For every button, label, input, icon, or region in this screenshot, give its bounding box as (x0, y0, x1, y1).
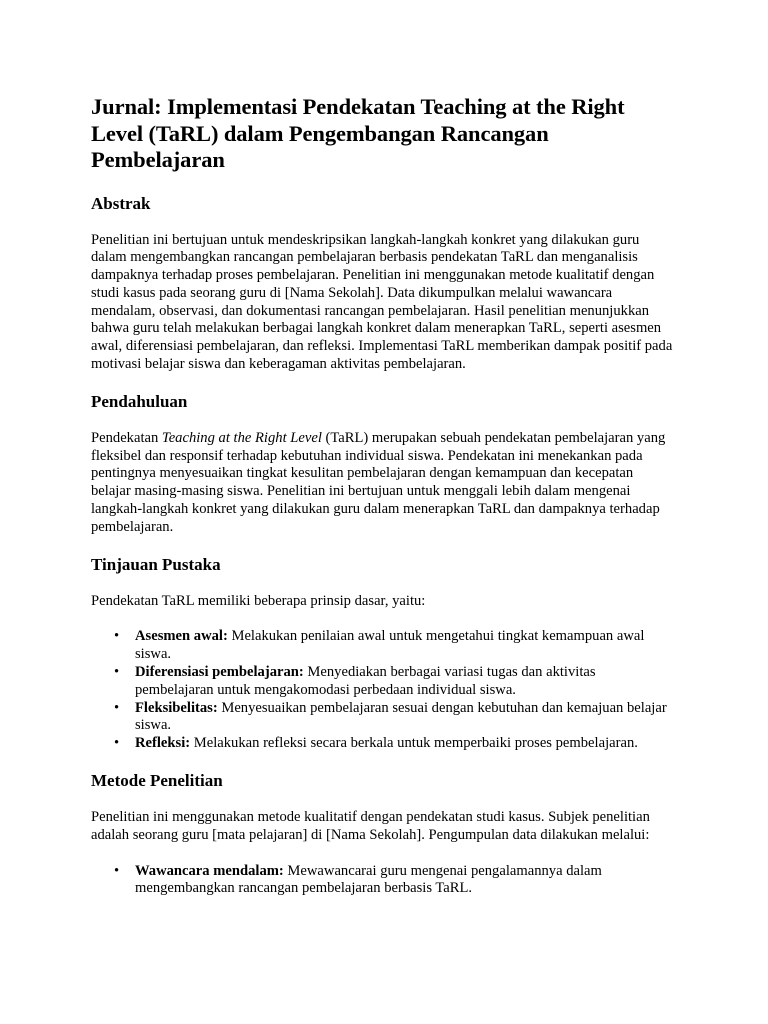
list-item-desc: Melakukan refleksi secara berkala untuk memperbaiki proses pembelajaran. (190, 735, 638, 752)
list-item-desc: Menyediakan berbagai variasi tugas dan aktivitas pembelajaran untuk mengakomodasi perbedaan individual siswa. (135, 664, 596, 698)
pendahuluan-text-start: Pendekatan (91, 429, 162, 446)
list-item (114, 699, 674, 736)
list-item-desc: Menyesuaikan pembelajaran sesuai dengan kebutuhan dan kemajuan belajar siswa. (135, 699, 667, 734)
heading-metode-penelitian: Metode Penelitian (91, 771, 223, 791)
bullet-icon: • (114, 735, 120, 752)
bullet-icon: • (114, 664, 120, 681)
bullet-icon: • (114, 628, 120, 645)
list-item-term: Asesmen awal: (135, 628, 228, 645)
abstrak-paragraph: Penelitian ini bertujuan untuk mendeskripsikan langkah-langkah konkret yang dilakukan guru dalam mengembangkan rancangan pembelajaran berbasis pendekatan TaRL dan menganalisis dampaknya terhadap proses pembelajaran. Penelitian ini menggunakan metode kualitatif dengan studi kasus pada seorang guru di [Nama Sekolah]. Data dikumpulkan melalui wawancara mendalam, observasi, dan dokumentasi rancangan pembelajaran. Hasil penelitian menunjukkan bahwa guru telah melakukan berbagai langkah konkret dalam menerapkan TaRL, seperti asesmen awal, diferensiasi pembelajaran, dan refleksi. Implementasi TaRL memberikan dampak positif pada motivasi belajar siswa dan keberagaman aktivitas pembelajaran. (91, 231, 673, 373)
bullet-icon: • (114, 862, 120, 879)
heading-tinjauan-pustaka: Tinjauan Pustaka (91, 554, 221, 574)
list-item (114, 735, 674, 753)
list-item (114, 628, 674, 664)
heading-abstrak: Abstrak (91, 193, 151, 213)
metode-list (91, 863, 674, 899)
pendahuluan-paragraph (91, 430, 674, 537)
list-item-desc: Melakukan penilaian awal untuk mengetahui tingkat kemampuan awal siswa. (135, 628, 645, 663)
list-item (114, 664, 674, 700)
heading-pendahuluan: Pendahuluan (91, 391, 188, 411)
list-item-term: Refleksi: (135, 735, 191, 752)
pendahuluan-italic-term: Teaching at the Right Level (161, 429, 322, 446)
metode-intro: Penelitian ini menggunakan metode kualitatif dengan pendekatan studi kasus. Subjek penelitian adalah seorang guru [mata pelajaran] di [Nama Sekolah]. Pengumpulan data dilakukan melalui: (91, 809, 650, 843)
list-item-term: Wawancara mendalam: (135, 862, 284, 879)
prinsip-list (91, 628, 674, 753)
list-item (114, 862, 674, 899)
pendahuluan-text-rest: (TaRL) merupakan sebuah pendekatan pembelajaran yang fleksibel dan responsif terhadap kebutuhan individual siswa. Pendekatan ini menekankan pada pentingnya menyesuaikan tingkat kesulitan pembelajaran dengan kemampuan dan kecepatan belajar masing-masing siswa. Penelitian ini bertujuan untuk menggali lebih dalam mengenai langkah-langkah konkret yang dilakukan guru dalam menerapkan TaRL dan dampaknya terhadap pembelajaran. (91, 429, 666, 535)
bullet-icon: • (114, 699, 120, 716)
list-item-term: Fleksibelitas: (135, 699, 218, 716)
document-title: Jurnal: Implementasi Pendekatan Teaching at the Right Level (TaRL) dalam Pengembangan Rancangan Pembelajaran (91, 94, 625, 172)
tinjauan-intro: Pendekatan TaRL memiliki beberapa prinsip dasar, yaitu: (91, 592, 426, 609)
list-item-term: Diferensiasi pembelajaran: (135, 664, 304, 681)
list-item-desc: Mewawancarai guru mengenai pengalamannya dalam mengembangkan rancangan pembelajaran berbasis TaRL. (135, 862, 602, 897)
